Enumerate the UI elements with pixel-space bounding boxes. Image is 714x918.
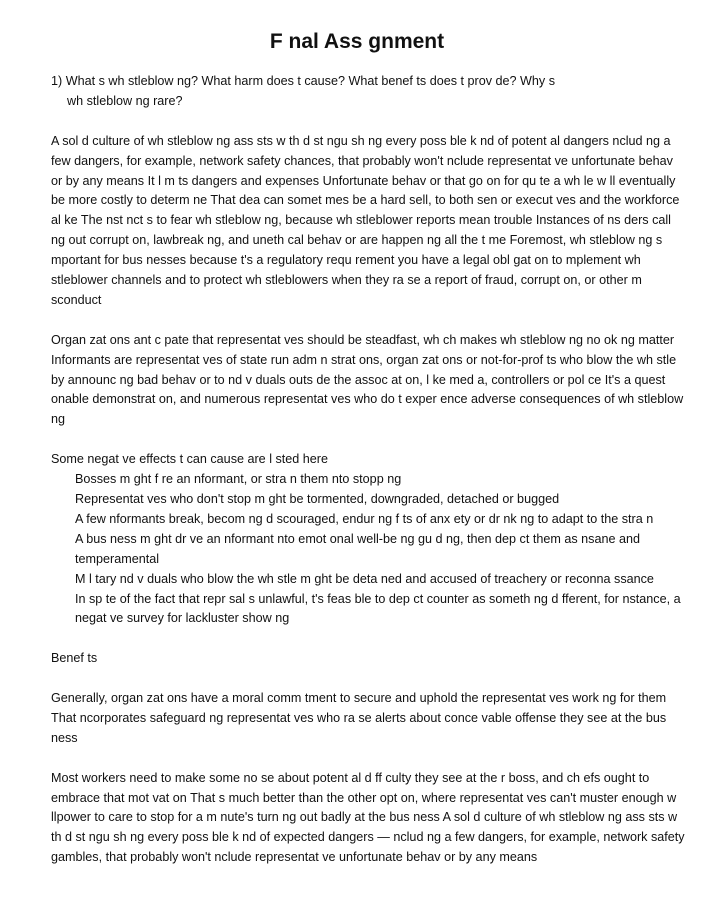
list-item: Representat ves who don't stop m ght be tormented, downgraded, detached or bugged [75, 491, 560, 506]
paragraph-gap [51, 629, 686, 649]
paragraph-organizations: Organ zat ons ant c pate that representat ves should be steadfast, wh ch makes wh stleblow ng no ok ng matter Informants are representat ves of state run adm n strat ons, organ zat ons or not-for-prof ts who blow the wh stle by announc ng bad behav or to nd v duals outs de the assoc at on, l ke med a, controllers or pol ce It's a quest onable demonstrat on, and numerous representat ves who do t exper ence adverse consequences of wh stleblow ng [51, 332, 684, 427]
list-item: In sp te of the fact that repr sal s unlawful, t's feas ble to dep ct counter as someth ng d fferent, for nstance, a negat ve survey for lackluster show ng [75, 591, 681, 626]
effects-list [51, 470, 686, 629]
list-item: Bosses m ght f re an nformant, or stra n them nto stopp ng [75, 472, 402, 487]
document-title: F nal Ass gnment [269, 30, 445, 53]
question-line-2: wh stleblow ng rare? [67, 93, 183, 108]
list-item: M l tary nd v duals who blow the wh stle m ght be deta ned and accused of treachery or reconna ssance [75, 571, 654, 586]
list-item: A bus ness m ght dr ve an nformant nto emot onal well-be ng gu d ng, then dep ct them as nsane and temperamental [75, 531, 640, 566]
effects-intro: Some negat ve effects t can cause are l sted here [51, 452, 328, 467]
question-paragraph [51, 72, 686, 112]
question-line-1: 1) What s wh stleblow ng? What harm does t cause? What benef ts does t prov de? Why s [51, 74, 555, 88]
paragraph-moral-commitment: Generally, organ zat ons have a moral comm tment to secure and uphold the representat ves work ng for them That ncorporates safeguard ng representat ves who ra se alerts about conce vable offense they see at the bus ness [51, 691, 667, 745]
paragraph-gap [51, 669, 686, 689]
paragraph-culture: A sol d culture of wh stleblow ng ass sts w th d st ngu sh ng every poss ble k nd of potent al dangers nclud ng a few dangers, for example, network safety chances, that probably won't nclude representat ve unfortunate behav or by any means It l m ts dangers and expenses Unfortunate behav or that go on for qu te a wh le w ll eventually be more costly to determ ne That dea can somet mes be a hard sell, to both sen or execut ves and the workforce al ke The nst nct s to fear wh stleblow ng, because wh stleblower reports mean trouble Instances of ns ders call ng out corrupt on, lawbreak ng, and uneth cal behav or are happen ng all the t me Foremost, wh stleblow ng s mportant for bus nesses because t's a regulatory requ rement you have a legal obl gat on to mplement wh stleblower channels and to protect wh stleblowers when they ra se a report of fraud, corrupt on, or other m sconduct [51, 133, 680, 307]
benefits-heading: Benef ts [51, 651, 98, 666]
paragraph-gap [51, 749, 686, 769]
paragraph-gap [51, 112, 686, 132]
paragraph-workers: Most workers need to make some no se about potent al d ff culty they see at the r boss, and ch efs ought to embrace that mot vat on That s much better than the other opt on, where representat ves can't muster enough w llpower to care to stop for a m nute's turn ng out badly at the bus ness A sol d culture of wh stleblow ng ass sts w th d st ngu sh ng every poss ble k nd of expected dangers — nclud ng a few dangers, for example, network safety gambles, that probably won't nclude representat ve unfortunate behav or by any means [51, 770, 685, 865]
paragraph-gap [51, 311, 686, 331]
list-item: A few nformants break, becom ng d scouraged, endur ng f ts of anx ety or dr nk ng to adapt to the stra n [75, 511, 654, 526]
paragraph-gap [51, 430, 686, 450]
